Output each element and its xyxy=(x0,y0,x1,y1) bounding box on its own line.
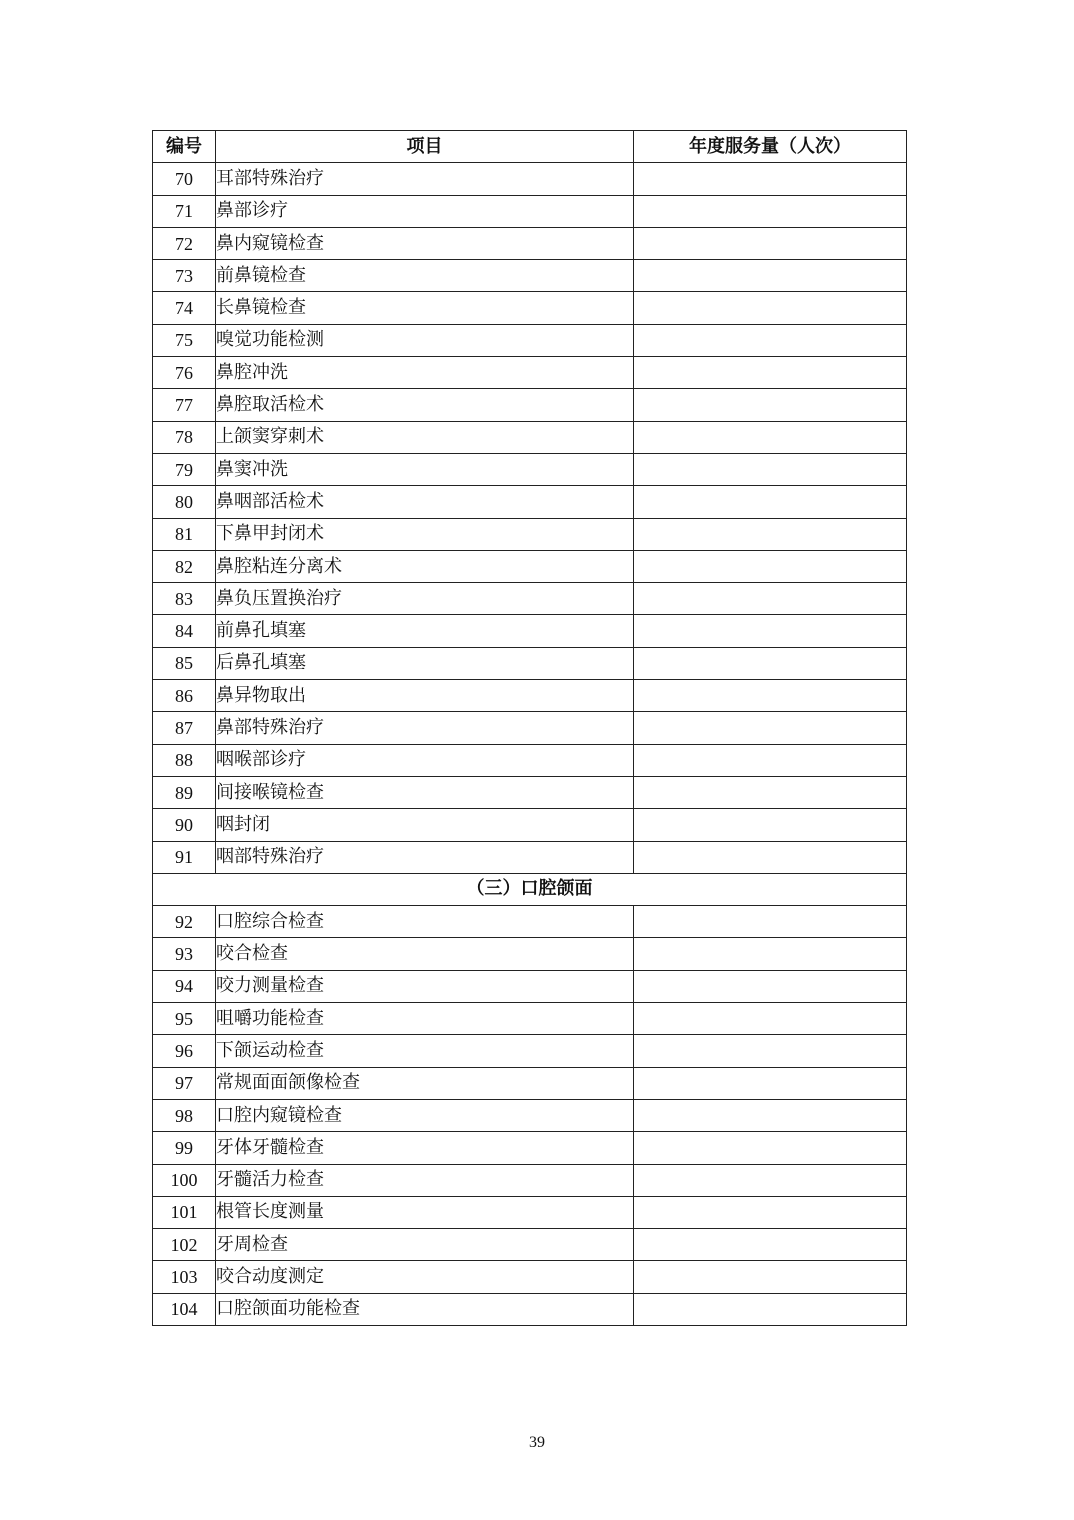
row-number: 73 xyxy=(153,260,216,292)
row-annual-volume xyxy=(634,1132,907,1164)
row-item: 鼻部诊疗 xyxy=(216,195,634,227)
row-number: 75 xyxy=(153,324,216,356)
table-row xyxy=(153,260,907,292)
table-row xyxy=(153,583,907,615)
row-annual-volume xyxy=(634,1293,907,1325)
row-number: 98 xyxy=(153,1099,216,1131)
row-number: 101 xyxy=(153,1196,216,1228)
table-row xyxy=(153,421,907,453)
row-item: 下鼻甲封闭术 xyxy=(216,518,634,550)
row-number: 72 xyxy=(153,227,216,259)
table-row xyxy=(153,163,907,195)
row-number: 74 xyxy=(153,292,216,324)
row-item: 口腔颌面功能检查 xyxy=(216,1293,634,1325)
table-row xyxy=(153,1196,907,1228)
row-annual-volume xyxy=(634,744,907,776)
table-row xyxy=(153,550,907,582)
row-annual-volume xyxy=(634,841,907,873)
table-row xyxy=(153,615,907,647)
row-item: 前鼻镜检查 xyxy=(216,260,634,292)
row-item: 牙髓活力检查 xyxy=(216,1164,634,1196)
table-row xyxy=(153,324,907,356)
section-row xyxy=(153,873,907,905)
row-number: 79 xyxy=(153,453,216,485)
row-number: 93 xyxy=(153,938,216,970)
header-annual-volume: 年度服务量（人次） xyxy=(634,131,907,163)
row-item: 长鼻镜检查 xyxy=(216,292,634,324)
row-number: 82 xyxy=(153,550,216,582)
table-row xyxy=(153,938,907,970)
row-number: 95 xyxy=(153,1003,216,1035)
row-annual-volume xyxy=(634,1035,907,1067)
row-annual-volume xyxy=(634,1164,907,1196)
row-number: 90 xyxy=(153,809,216,841)
row-number: 99 xyxy=(153,1132,216,1164)
row-number: 86 xyxy=(153,680,216,712)
header-item: 项目 xyxy=(216,131,634,163)
row-number: 97 xyxy=(153,1067,216,1099)
row-item: 咀嚼功能检查 xyxy=(216,1003,634,1035)
row-annual-volume xyxy=(634,647,907,679)
row-item: 口腔内窥镜检查 xyxy=(216,1099,634,1131)
row-number: 78 xyxy=(153,421,216,453)
table-row xyxy=(153,841,907,873)
row-annual-volume xyxy=(634,260,907,292)
row-number: 96 xyxy=(153,1035,216,1067)
table-row xyxy=(153,195,907,227)
row-annual-volume xyxy=(634,195,907,227)
table-row xyxy=(153,389,907,421)
row-number: 87 xyxy=(153,712,216,744)
row-annual-volume xyxy=(634,1261,907,1293)
row-annual-volume xyxy=(634,550,907,582)
table-row xyxy=(153,357,907,389)
row-number: 85 xyxy=(153,647,216,679)
row-annual-volume xyxy=(634,1196,907,1228)
row-annual-volume xyxy=(634,1229,907,1261)
row-item: 鼻咽部活检术 xyxy=(216,486,634,518)
section-title: （三）口腔颌面 xyxy=(153,873,907,905)
row-annual-volume xyxy=(634,776,907,808)
row-annual-volume xyxy=(634,453,907,485)
row-number: 76 xyxy=(153,357,216,389)
row-annual-volume xyxy=(634,712,907,744)
row-number: 70 xyxy=(153,163,216,195)
header-number: 编号 xyxy=(153,131,216,163)
row-number: 84 xyxy=(153,615,216,647)
row-item: 间接喉镜检查 xyxy=(216,776,634,808)
table-row xyxy=(153,970,907,1002)
row-annual-volume xyxy=(634,421,907,453)
row-annual-volume xyxy=(634,357,907,389)
row-item: 牙体牙髓检查 xyxy=(216,1132,634,1164)
row-item: 咽喉部诊疗 xyxy=(216,744,634,776)
table-row xyxy=(153,1035,907,1067)
row-annual-volume xyxy=(634,163,907,195)
table-row xyxy=(153,1067,907,1099)
row-number: 77 xyxy=(153,389,216,421)
table-row xyxy=(153,1132,907,1164)
row-item: 鼻部特殊治疗 xyxy=(216,712,634,744)
row-item: 鼻腔取活检术 xyxy=(216,389,634,421)
row-number: 89 xyxy=(153,776,216,808)
table-row xyxy=(153,1229,907,1261)
row-number: 81 xyxy=(153,518,216,550)
row-number: 83 xyxy=(153,583,216,615)
table-body xyxy=(153,163,907,1326)
row-number: 80 xyxy=(153,486,216,518)
table-row xyxy=(153,1164,907,1196)
row-annual-volume xyxy=(634,583,907,615)
table-row xyxy=(153,486,907,518)
row-item: 咬合检查 xyxy=(216,938,634,970)
table-row xyxy=(153,1293,907,1325)
row-annual-volume xyxy=(634,389,907,421)
row-number: 100 xyxy=(153,1164,216,1196)
row-item: 鼻异物取出 xyxy=(216,680,634,712)
table-row xyxy=(153,227,907,259)
row-item: 鼻腔粘连分离术 xyxy=(216,550,634,582)
row-item: 咬合动度测定 xyxy=(216,1261,634,1293)
table-row xyxy=(153,906,907,938)
row-annual-volume xyxy=(634,292,907,324)
row-number: 91 xyxy=(153,841,216,873)
row-number: 92 xyxy=(153,906,216,938)
table-row xyxy=(153,647,907,679)
row-annual-volume xyxy=(634,1099,907,1131)
table-row xyxy=(153,744,907,776)
row-item: 鼻腔冲洗 xyxy=(216,357,634,389)
table-row xyxy=(153,809,907,841)
row-annual-volume xyxy=(634,938,907,970)
table-row xyxy=(153,292,907,324)
page-number: 39 xyxy=(529,1434,545,1451)
table-row xyxy=(153,453,907,485)
row-item: 鼻负压置换治疗 xyxy=(216,583,634,615)
row-number: 103 xyxy=(153,1261,216,1293)
table-row xyxy=(153,1261,907,1293)
row-item: 下颌运动检查 xyxy=(216,1035,634,1067)
row-item: 后鼻孔填塞 xyxy=(216,647,634,679)
table-row xyxy=(153,776,907,808)
table-row xyxy=(153,518,907,550)
table-row xyxy=(153,680,907,712)
row-annual-volume xyxy=(634,615,907,647)
row-item: 鼻内窥镜检查 xyxy=(216,227,634,259)
row-item: 上颌窦穿刺术 xyxy=(216,421,634,453)
service-volume-table xyxy=(152,130,907,1326)
row-item: 常规面面颌像检查 xyxy=(216,1067,634,1099)
row-item: 咽封闭 xyxy=(216,809,634,841)
row-annual-volume xyxy=(634,906,907,938)
row-number: 88 xyxy=(153,744,216,776)
row-annual-volume xyxy=(634,1003,907,1035)
row-item: 牙周检查 xyxy=(216,1229,634,1261)
row-item: 根管长度测量 xyxy=(216,1196,634,1228)
table-row xyxy=(153,1003,907,1035)
row-annual-volume xyxy=(634,680,907,712)
row-item: 前鼻孔填塞 xyxy=(216,615,634,647)
row-item: 咽部特殊治疗 xyxy=(216,841,634,873)
row-annual-volume xyxy=(634,486,907,518)
table-header-row xyxy=(153,131,907,163)
row-number: 102 xyxy=(153,1229,216,1261)
row-annual-volume xyxy=(634,1067,907,1099)
row-annual-volume xyxy=(634,324,907,356)
table-row xyxy=(153,1099,907,1131)
table-row xyxy=(153,712,907,744)
row-item: 嗅觉功能检测 xyxy=(216,324,634,356)
row-annual-volume xyxy=(634,227,907,259)
row-number: 104 xyxy=(153,1293,216,1325)
row-number: 94 xyxy=(153,970,216,1002)
row-annual-volume xyxy=(634,970,907,1002)
row-annual-volume xyxy=(634,518,907,550)
row-item: 口腔综合检查 xyxy=(216,906,634,938)
row-item: 鼻窦冲洗 xyxy=(216,453,634,485)
row-annual-volume xyxy=(634,809,907,841)
row-item: 耳部特殊治疗 xyxy=(216,163,634,195)
row-number: 71 xyxy=(153,195,216,227)
row-item: 咬力测量检查 xyxy=(216,970,634,1002)
